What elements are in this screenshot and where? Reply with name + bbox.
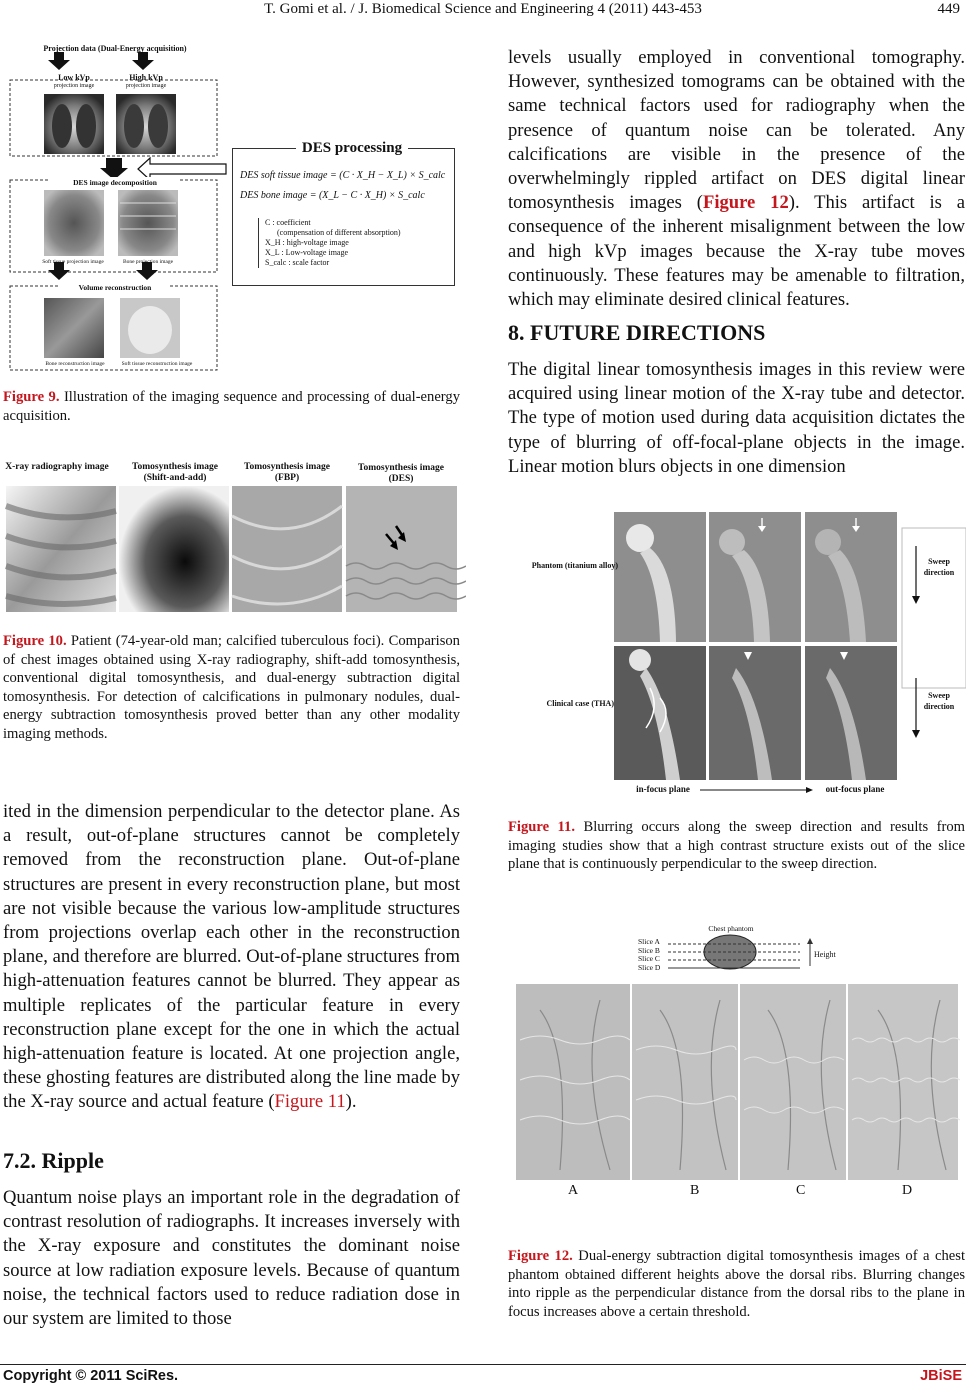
- right-paragraph-2: The digital linear tomosynthesis images in this review were acquired using linear motion of the X-ray tube and detector. The type of motion used during data acquisition dictates the type of blurring of off-focal-plane objects in the image. Linear motion blurs objects in one dimension: [508, 359, 965, 477]
- fig10-label-fbp: Tomosynthesis image (FBP): [244, 462, 330, 483]
- fig10-label-xray: X-ray radiography image: [5, 462, 109, 472]
- des-legend: C : coefficient (compensation of different absorption) X_H : high-voltage image X_L : Low-voltage image S_calc : scale factor: [258, 218, 457, 268]
- figure-9-caption: [3, 388, 460, 425]
- left-paragraph-2: Quantum noise plays an important role in the degradation of contrast resolution of radiographs. It increases inversely with the X-ray exposure and constitutes the dominant noise source at low radiation exposure levels. Because of quantum noise, the technical factors used to reduce radiation dose in our system are limited to those: [3, 1187, 460, 1330]
- figure-12-graphic: [500, 920, 966, 1210]
- fig9-bone-recon: Bone reconstruction image: [45, 361, 105, 367]
- fig12-panel-b: B: [690, 1183, 700, 1198]
- fig9-top-title: Projection data (Dual-Energy acquisition): [43, 44, 187, 53]
- fig11-row2-label: Clinical case (THA): [546, 699, 614, 708]
- fig10-label-des: Tomosynthesis image (DES): [358, 463, 444, 484]
- figure-12-caption: [508, 1247, 965, 1321]
- slice-d-label: Slice D: [638, 962, 661, 972]
- fig12-height-label: Height: [814, 950, 836, 959]
- fig9-high-label: High kVp projection image: [125, 73, 167, 89]
- figure-9: [0, 38, 466, 378]
- fig12-panel-a: A: [568, 1183, 579, 1198]
- fig9-bone-proj: Bone projection image: [122, 259, 174, 265]
- figure-11-caption: [508, 818, 965, 874]
- figure-10-caption-text: Patient (74-year-old man; calcified tuberculous foci). Comparison of chest images obtained using X-ray radiography, shift-add tomosynthesis, conventional digital tomosynthesis, and dual-energy subtraction digital tomosynthesis. For detection of calcifications in pulmonary nodules, dual-energy subtraction tomosynthesis proved better than any other modality imaging methods.: [3, 633, 460, 742]
- fig12-panel-c: C: [796, 1183, 806, 1198]
- figure-11-ref[interactable]: Figure 11: [274, 1091, 346, 1113]
- slice-a-label: Slice A: [638, 937, 660, 946]
- fig11-sweep2: Sweep direction: [923, 691, 955, 711]
- figure-12-ref[interactable]: Figure 12: [702, 192, 789, 214]
- section-8-heading: 8. FUTURE DIRECTIONS: [508, 320, 766, 345]
- figure-11-graphic: [500, 508, 966, 808]
- figure-12-label: Figure 12.: [508, 1248, 573, 1264]
- slice-b-label: Slice B: [638, 945, 660, 955]
- right-paragraph-1: levels usually employed in conventional tomography. However, synthesized tomograms can be obtained with the same technical factors used for radiography when the presence of quantum noise can be tolerated. Any calcifications are visible in the presence of the overwhelmingly rippled artifact on DES digital linear tomosynthesis images (Figure 12). This artifact is a consequence of the inherent misalignment between the low and high kVp images because the X-ray tube moves continuously. These features may be amenable to filtration, which may eliminate desired clinical features.: [508, 47, 966, 311]
- fig9-soft-proj: Soft tissue projection image: [42, 259, 104, 265]
- footer-rule: [0, 1364, 966, 1365]
- fig11-row1-label: Phantom (titanium alloy): [531, 561, 618, 570]
- fig11-in-focus: in-focus plane: [636, 784, 690, 794]
- fig9-decomp-title: DES image decomposition: [50, 177, 180, 188]
- left-paragraph-1: ited in the dimension perpendicular to the detector plane. As a result, out-of-plane structures cannot be completely removed from the reconstruction plane. Out-of-plane structures are present in every reconstruction plane, but most are not visible because the various low-amplitude structures from projections overlap each other in the reconstruction plane, and therefore are blurred. Out-of-plane structures from high-attenuation features cannot be blurred. They appear as multiple replicates of the particular feature in every reconstruction plane except for the one in which the actual high-attenuation feature is located. At one projection angle, these ghosting features are distributed along the line made by the X-ray source and actual feature (Figure 11).: [3, 801, 460, 1113]
- figure-10: [0, 460, 466, 616]
- running-header: [0, 0, 966, 26]
- fig12-panel-d: D: [902, 1183, 913, 1198]
- running-title: T. Gomi et al. / J. Biomedical Science and Engineering 4 (2011) 443-453: [264, 1, 702, 17]
- fig9-low-label: Low kVp projection image: [53, 73, 95, 89]
- fig12-slice-labels: [638, 938, 678, 972]
- arrow-down-icon: [48, 52, 70, 70]
- fig11-out-focus: out-focus plane: [825, 784, 885, 794]
- figure-12: [500, 920, 966, 1210]
- footer-copyright: Copyright © 2011 SciRes.: [3, 1368, 179, 1384]
- figure-11-label: Figure 11.: [508, 819, 575, 835]
- figure-9-caption-text: Illustration of the imaging sequence and processing of dual-energy acquisition.: [3, 389, 460, 424]
- figure-10-images: [0, 486, 466, 614]
- figure-11: [500, 508, 966, 808]
- footer-journal: JBiSE: [920, 1368, 962, 1384]
- figure-9-label: Figure 9.: [3, 389, 60, 405]
- des-title: DES processing: [296, 140, 408, 157]
- fig9-volume-title: Volume reconstruction: [60, 282, 170, 293]
- des-eq-soft: DES soft tissue image = (C · X_H − X_L) × S_calc: [240, 170, 446, 181]
- section-7-2-heading: 7.2. Ripple: [3, 1148, 104, 1173]
- des-eq-bone: DES bone image = (X_L − C · X_H) × S_calc: [240, 190, 425, 201]
- fig10-label-saa: Tomosynthesis image (Shift-and-add): [132, 462, 218, 483]
- figure-10-caption: [3, 632, 460, 744]
- fig11-sweep1: Sweep direction: [923, 557, 955, 577]
- fig9-soft-recon: Soft tissue reconstruction image: [121, 361, 193, 367]
- arrow-down-icon: [132, 52, 154, 70]
- figure-11-caption-text: Blurring occurs along the sweep direction and results from imaging studies show that a high contrast structure exists out of the slice plane that is continuously perpendicular to the sweep direction.: [508, 819, 965, 873]
- page-number: 449: [937, 1, 960, 17]
- slice-c-label: Slice C: [638, 954, 660, 963]
- figure-10-label: Figure 10.: [3, 633, 67, 649]
- figure-12-caption-text: Dual-energy subtraction digital tomosynthesis images of a chest phantom obtained different heights above the dorsal ribs. Blurring changes into ripple as the perpendicular distance from the dorsal ribs to the plane in focus increases above a certain threshold.: [508, 1248, 965, 1320]
- fig12-phantom-title: Chest phantom: [708, 924, 754, 933]
